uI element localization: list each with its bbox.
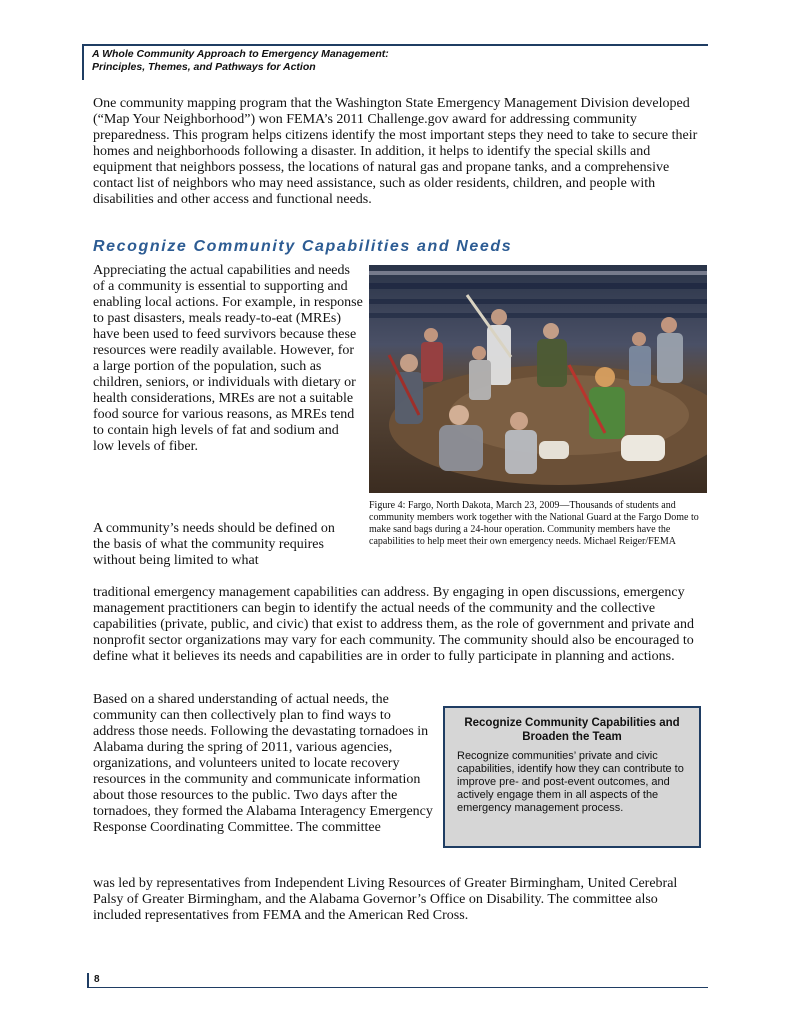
needs-paragraph-rest: traditional emergency management capabilities can address. By engaging in open discussions, emergency management practitioners can begin to identify the actual needs of the community and the collective capabilities (private, public, and civic) that exist to address them, as the role of government and private and nonprofit sector organizations may vary for each community. The community should also be encouraged to define what it believes its needs and capabilities are in order to fully participate in planning and actions.	[93, 585, 695, 664]
page-number: 8	[94, 974, 100, 985]
fargo-sandbag-photo	[369, 265, 707, 493]
footer-rule	[87, 987, 708, 988]
section-heading: Recognize Community Capabilities and Needs	[93, 238, 513, 255]
footer-side-bar	[87, 973, 89, 988]
capabilities-paragraph: Appreciating the actual capabilities and needs of a community is essential to supporting and enabling local actions. For example, in response to past disasters, meals ready-to-eat (MREs) have been used to feed survivors because these resources were readily available. However, for a large portion of the population, such as children, seniors, or individuals with dietary or health considerations, MREs are not a suitable food source for various reasons, as MREs tend to contain high levels of fat and sodium and low levels of fiber.	[93, 263, 363, 454]
header-title	[92, 48, 389, 74]
header-side-bar	[82, 46, 84, 80]
based-paragraph-rest: was led by representatives from Independent Living Resources of Greater Birmingham, United Cerebral Palsy of Greater Birmingham, and the Alabama Governor’s Office on Disability. The committee also included representatives from FEMA and the American Red Cross.	[93, 876, 678, 923]
header-rule	[82, 44, 708, 46]
header-title-line-2: Principles, Themes, and Pathways for Action	[92, 61, 316, 73]
running-header	[82, 44, 708, 80]
callout-box	[443, 706, 701, 848]
figure-caption: Figure 4: Fargo, North Dakota, March 23, 2009—Thousands of students and community members work together with the National Guard at the Fargo Dome to make sand bags during a 24-hour operation. Community members have the capabilities to help meet their own emergency needs. Michael Reiger/FEMA	[369, 500, 699, 547]
callout-body: Recognize communities’ private and civic capabilities, identify how they can contribute to improve pre- and post-event outcomes, and actively engage them in all aspects of the emergency management process.	[457, 750, 684, 814]
needs-paragraph-start: A community’s needs should be defined on the basis of what the community requires without being limited to what	[93, 521, 335, 568]
intro-paragraph: One community mapping program that the Washington State Emergency Management Division developed (“Map Your Neighborhood”) won FEMA’s 2011 Challenge.gov award for addressing community preparedness. This program helps citizens identify the most important steps they need to take to secure their homes and neighborhoods following a disaster. In addition, it helps to identify the special skills and equipment that neighbors possess, the locations of natural gas and propane tanks, and a comprehensive contact list of neighbors who may need assistance, such as older residents, children, and people with disabilities and other access and functional needs.	[93, 96, 698, 207]
callout-title: Recognize Community Capabilities and Broaden the Team	[464, 717, 680, 743]
header-title-line-1: A Whole Community Approach to Emergency Management:	[92, 48, 389, 60]
photo-illustration	[369, 265, 707, 493]
based-paragraph-start: Based on a shared understanding of actual needs, the community can then collectively plan to find ways to address those needs. Following the devastating tornadoes in Alabama during the spring of 2011, various agencies, organizations, and volunteers united to locate recovery resources in the community and communicate information about those resources to the public. Two days after the tornadoes, they formed the Alabama Interagency Emergency Response Coordinating Committee. The committee	[93, 692, 433, 835]
